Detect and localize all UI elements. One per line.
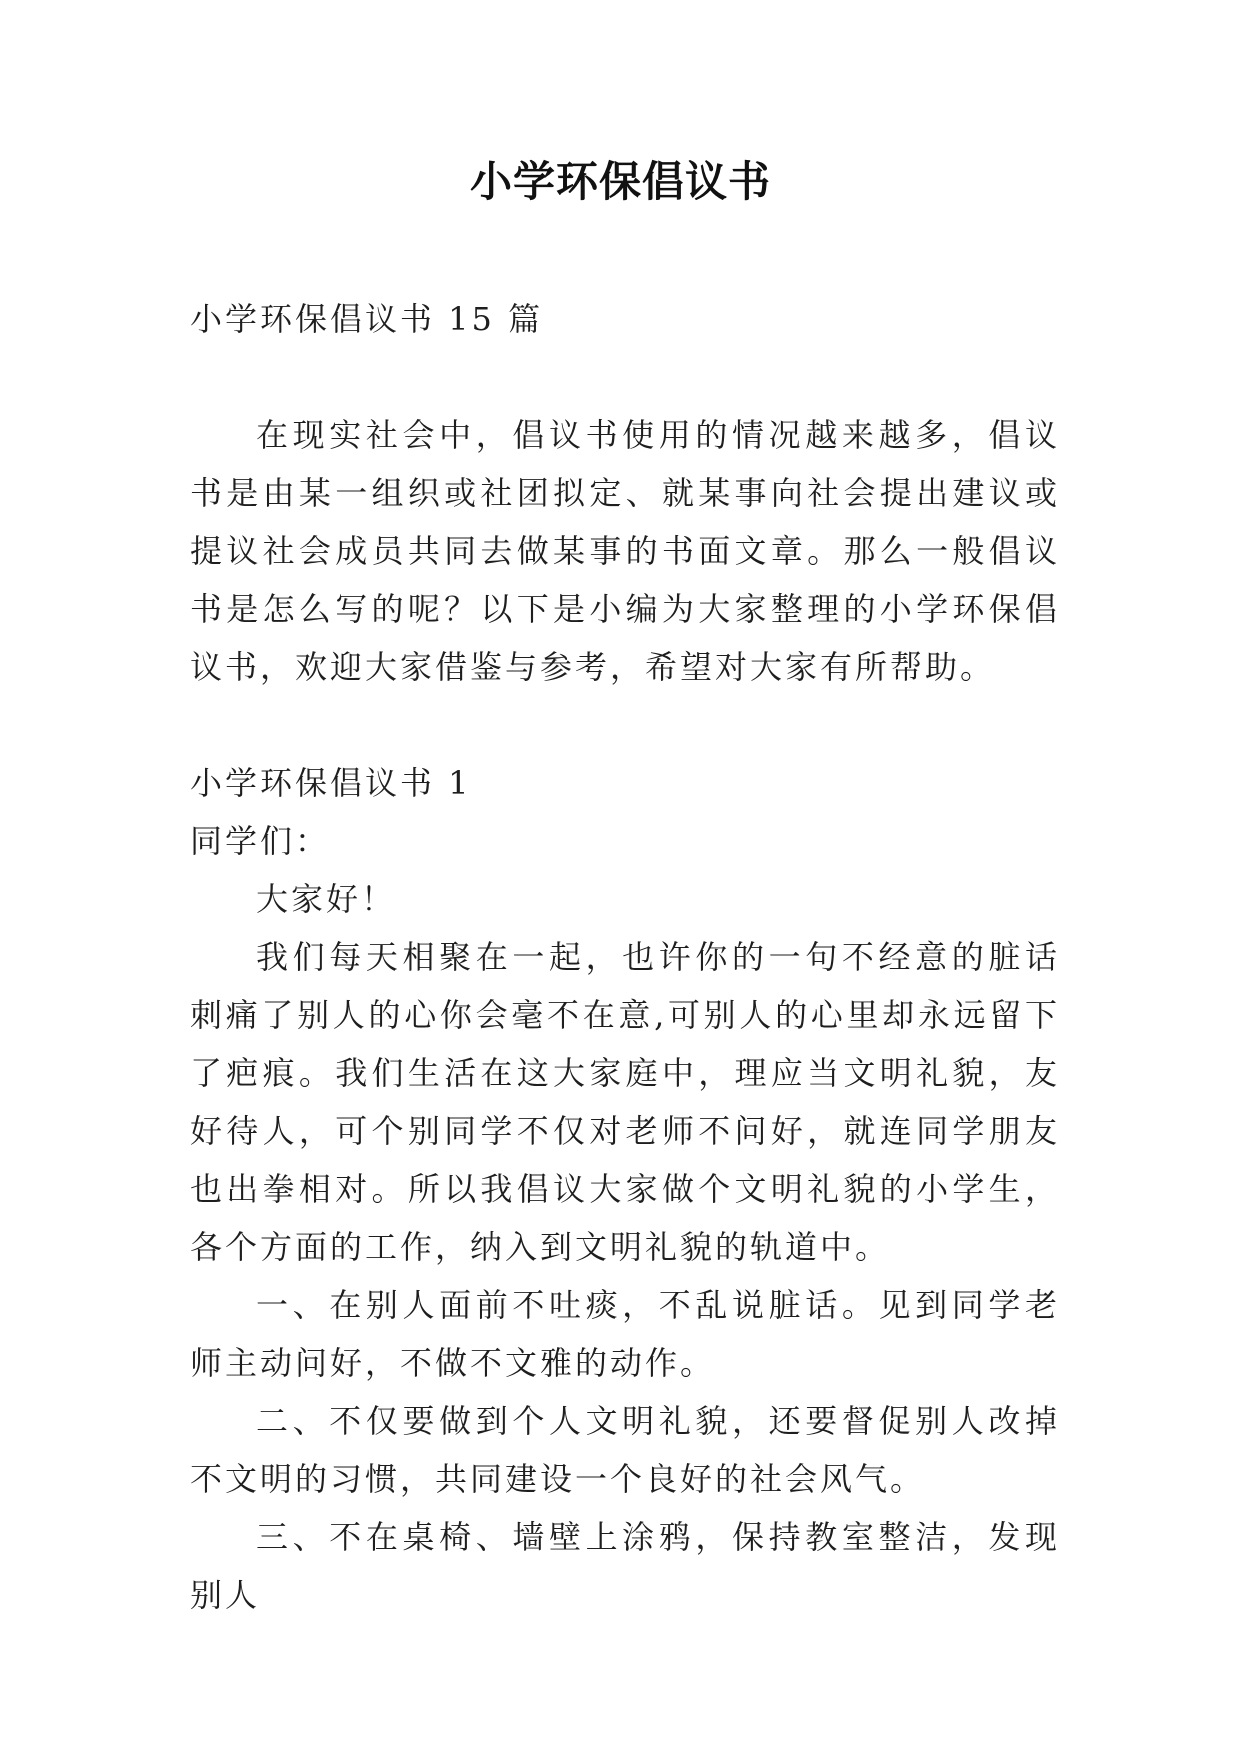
section-heading: 小学环保倡议书 1	[190, 764, 472, 802]
list-item-1: 一、在别人面前不吐痰，不乱说脏话。见到同学老师主动问好，不做不文雅的动作。	[190, 1286, 1060, 1382]
subtitle-text: 小学环保倡议书 15 篇	[190, 300, 544, 338]
greeting: 大家好！	[256, 880, 397, 918]
paragraph: 我们每天相聚在一起，也许你的一句不经意的脏话刺痛了别人的心你会毫不在意,可别人的心里却永远留下了疤痕。我们生活在这大家庭中，理应当文明礼貌，友好待人，可个别同学不仅对老师不问好，就连同学朋友也出拳相对。所以我倡议大家做个文明礼貌的小学生，各个方面的工作，纳入到文明礼貌的轨道中。	[190, 938, 1060, 1266]
document-title: 小学环保倡议书	[469, 157, 771, 206]
salutation: 同学们：	[190, 822, 331, 860]
list-item-3: 三、不在桌椅、墙壁上涂鸦，保持教室整洁，发现别人	[190, 1518, 1060, 1614]
intro-paragraph	[190, 406, 1060, 696]
list-item-2: 二、不仅要做到个人文明礼貌，还要督促别人改掉不文明的习惯，共同建设一个良好的社会风气。	[190, 1402, 1060, 1498]
intro-text: 在现实社会中，倡议书使用的情况越来越多，倡议书是由某一组织或社团拟定、就某事向社会提出建议或提议社会成员共同去做某事的书面文章。那么一般倡议书是怎么写的呢？以下是小编为大家整理的小学环保倡议书，欢迎大家借鉴与参考，希望对大家有所帮助。	[190, 416, 1060, 686]
section-1	[190, 754, 1060, 1624]
document-subtitle	[190, 290, 1060, 348]
